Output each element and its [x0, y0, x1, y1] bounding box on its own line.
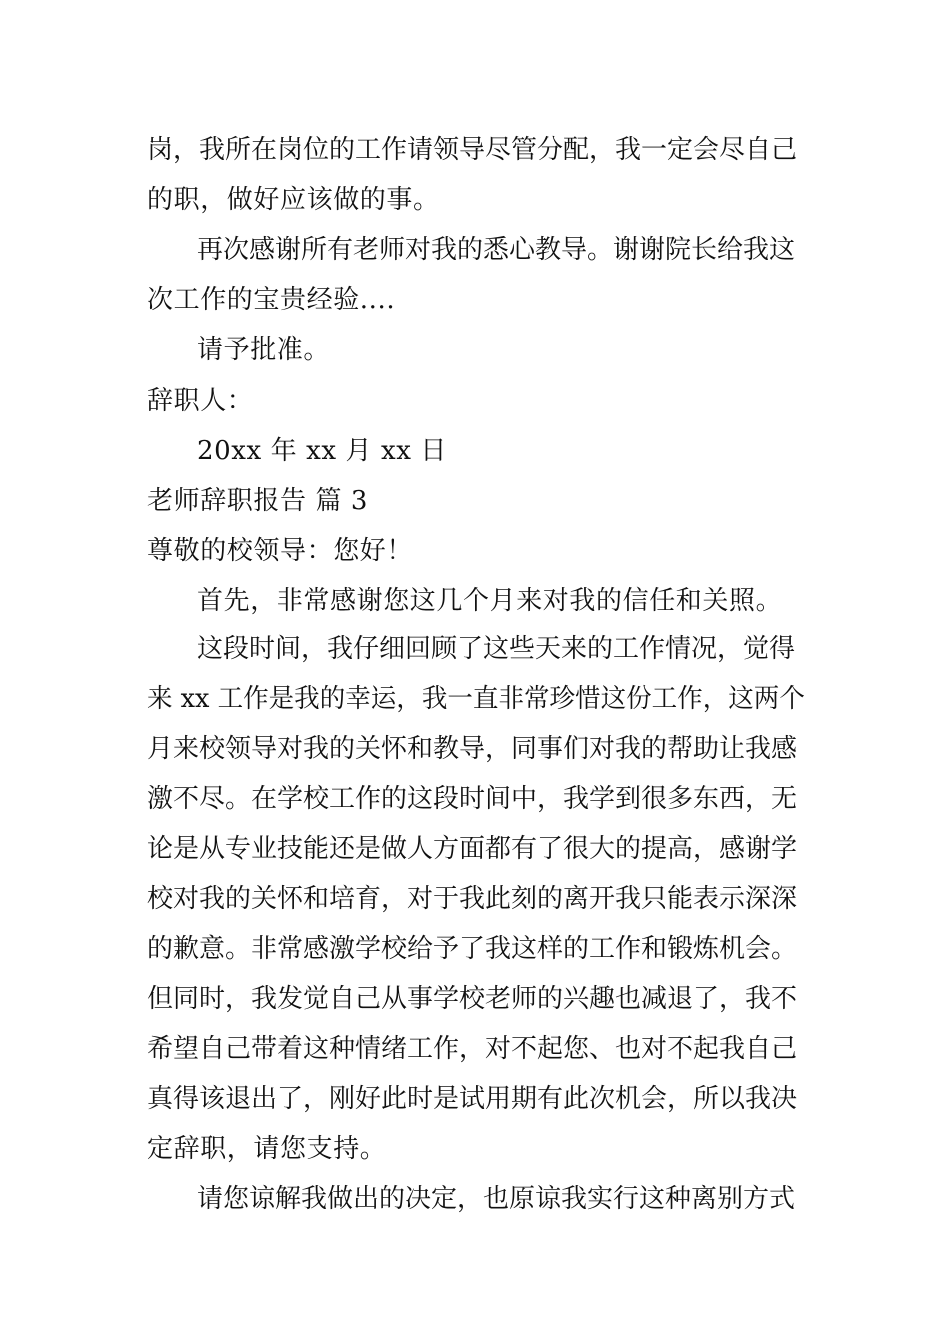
approval-request: 请予批准。	[197, 335, 331, 365]
text-line: 岗，我所在岗位的工作请领导尽管分配，我一定会尽自己	[147, 135, 798, 165]
text-line: 定辞职，请您支持。	[147, 1134, 387, 1164]
salutation: 尊敬的校领导：您好！	[147, 536, 414, 566]
text-line: 但同时，我发觉自己从事学校老师的兴趣也减退了，我不	[147, 984, 798, 1014]
paragraph-start: 首先，非常感谢您这几个月来对我的信任和关照。	[197, 586, 783, 616]
text-line: 校对我的关怀和培育，对于我此刻的离开我只能表示深深	[147, 884, 798, 914]
paragraph-start: 请您谅解我做出的决定，也原谅我实行这种离别方式	[197, 1184, 796, 1214]
signature-label: 辞职人：	[147, 386, 254, 416]
text-line: 真得该退出了，刚好此时是试用期有此次机会，所以我决	[147, 1084, 798, 1114]
text-line: 的职，做好应该做的事。	[147, 185, 440, 215]
text-line: 的歉意。非常感激学校给予了我这样的工作和锻炼机会。	[147, 934, 798, 964]
date-line: 20xx 年 xx 月 xx 日	[197, 436, 447, 466]
paragraph-start: 这段时间，我仔细回顾了这些天来的工作情况，觉得	[197, 634, 796, 664]
text-line: 希望自己带着这种情绪工作，对不起您、也对不起我自己	[147, 1034, 798, 1064]
text-line: 来 xx 工作是我的幸运，我一直非常珍惜这份工作，这两个	[147, 684, 805, 714]
paragraph-start: 再次感谢所有老师对我的悉心教导。谢谢院长给我这	[197, 235, 796, 265]
text-line: 月来校领导对我的关怀和教导，同事们对我的帮助让我感	[147, 734, 798, 764]
section-title: 老师辞职报告 篇 3	[147, 486, 369, 516]
text-line: 论是从专业技能还是做人方面都有了很大的提高，感谢学	[147, 834, 798, 864]
text-line: 激不尽。在学校工作的这段时间中，我学到很多东西，无	[147, 784, 798, 814]
text-line: 次工作的宝贵经验....	[147, 285, 396, 315]
